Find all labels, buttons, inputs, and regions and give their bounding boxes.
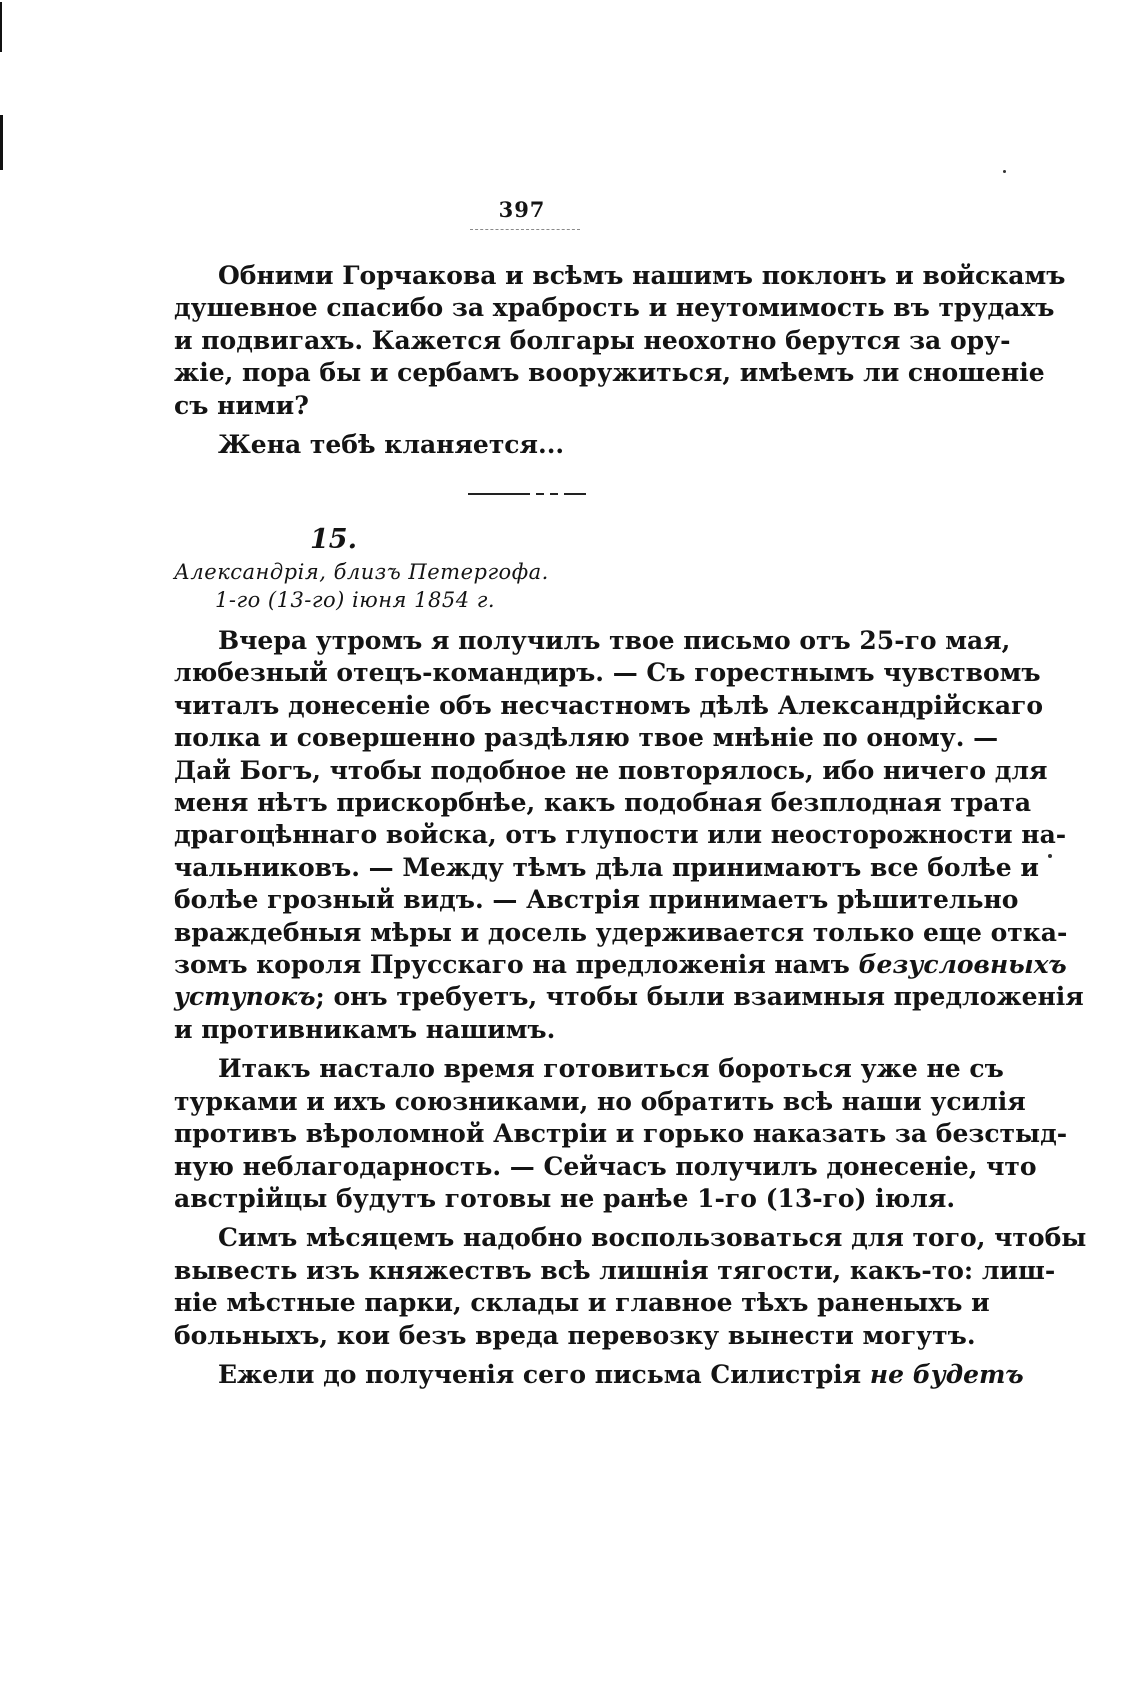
page-number-rule [470,229,580,230]
paragraph [174,1053,1068,1215]
closing-line: Жена тебѣ кланяется... [218,430,565,460]
text-line: душевное спасибо за храбрость и неутомимость въ трудахъ [174,293,1055,323]
text-line: читалъ донесеніе объ несчастномъ дѣлѣ Александрійскаго [174,690,1044,720]
text-line: Обними Горчакова и всѣмъ нашимъ поклонъ и войскамъ [218,261,1066,290]
text-line: Итакъ настало время готовиться бороться уже не съ [218,1054,1004,1084]
scan-speck [1048,854,1052,858]
text-line: меня нѣтъ прискорбнѣе, какъ подобная безплодная трата [174,788,1032,818]
section-separator [468,493,588,495]
letter-body [174,625,1087,1398]
scan-speck [1003,170,1006,173]
emphasis-text: безусловныхъ [858,950,1067,980]
text-line [174,981,1084,1013]
text-line: и противникамъ нашимъ. [174,1014,556,1044]
text-line: жіе, пора бы и сербамъ вооружиться, имѣемъ ли сношеніе [174,358,1045,388]
text-line: Симъ мѣсяцемъ надобно воспользоваться для того, чтобы [218,1223,1087,1253]
text-line: противъ вѣроломной Австріи и горько наказать за безстыд- [174,1119,1068,1149]
continuation-text [174,260,1066,468]
letter-number: 15. [310,524,357,555]
text-line: Вчера утромъ я получилъ твое письмо отъ 25-го мая, [218,626,1011,655]
text-line: драгоцѣннаго войска, отъ глупости или неосторожности на- [174,820,1067,850]
text-line: враждебныя мѣры и досель удерживается только еще отка- [174,917,1068,947]
text-fragment: зомъ короля Прусскаго на предложенія намъ [174,950,850,980]
paragraph [174,1222,1087,1352]
letter-date: 1-го (13-го) іюня 1854 г. [215,588,496,612]
page-number: 397 [498,197,546,222]
text-fragment: ; онъ требуетъ, чтобы были взаимныя предложенія [315,982,1084,1012]
text-line: любезный отецъ-командиръ. — Съ горестнымъ чувствомъ [174,658,1041,688]
letter-place: Александрія, близъ Петергофа. [174,560,549,584]
emphasis-text: уступокъ [174,982,316,1012]
text-line: ную неблагодарность. — Сейчасъ получилъ донесеніе, что [174,1151,1037,1181]
paragraph [174,625,1084,1046]
text-line: вывесть изъ княжествъ всѣ лишнія тягости, какъ-то: лиш- [174,1255,1056,1285]
scan-edge-mark [0,115,3,170]
text-line [174,1359,1024,1391]
text-line: Дай Богъ, чтобы подобное не повторялось, ибо ничего для [174,755,1048,785]
text-line: чальниковъ. — Между тѣмъ дѣла принимаютъ все болѣе и [174,852,1039,882]
text-line: съ ними? [174,390,309,420]
text-line: австрійцы будутъ готовы не ранѣе 1-го (13-го) іюля. [174,1183,956,1213]
text-line: турками и ихъ союзниками, но обратить всѣ наши усилія [174,1086,1026,1116]
text-line: и подвигахъ. Кажется болгары неохотно берутся за ору- [174,325,1011,355]
text-fragment: Ежели до полученія сего письма Силистрія [218,1359,862,1389]
text-line: болѣе грозный видъ. — Австрія принимаетъ рѣшительно [174,885,1019,915]
paragraph [174,1359,1024,1391]
text-line: больныхъ, кои безъ вреда перевозку вынести могутъ. [174,1320,976,1350]
scan-edge-mark [0,2,2,52]
text-line: ніе мѣстные парки, склады и главное тѣхъ раненыхъ и [174,1288,990,1318]
emphasis-text: не будетъ [869,1359,1024,1389]
text-line: полка и совершенно раздѣляю твое мнѣніе по оному. — [174,723,999,753]
text-line [174,949,1067,981]
